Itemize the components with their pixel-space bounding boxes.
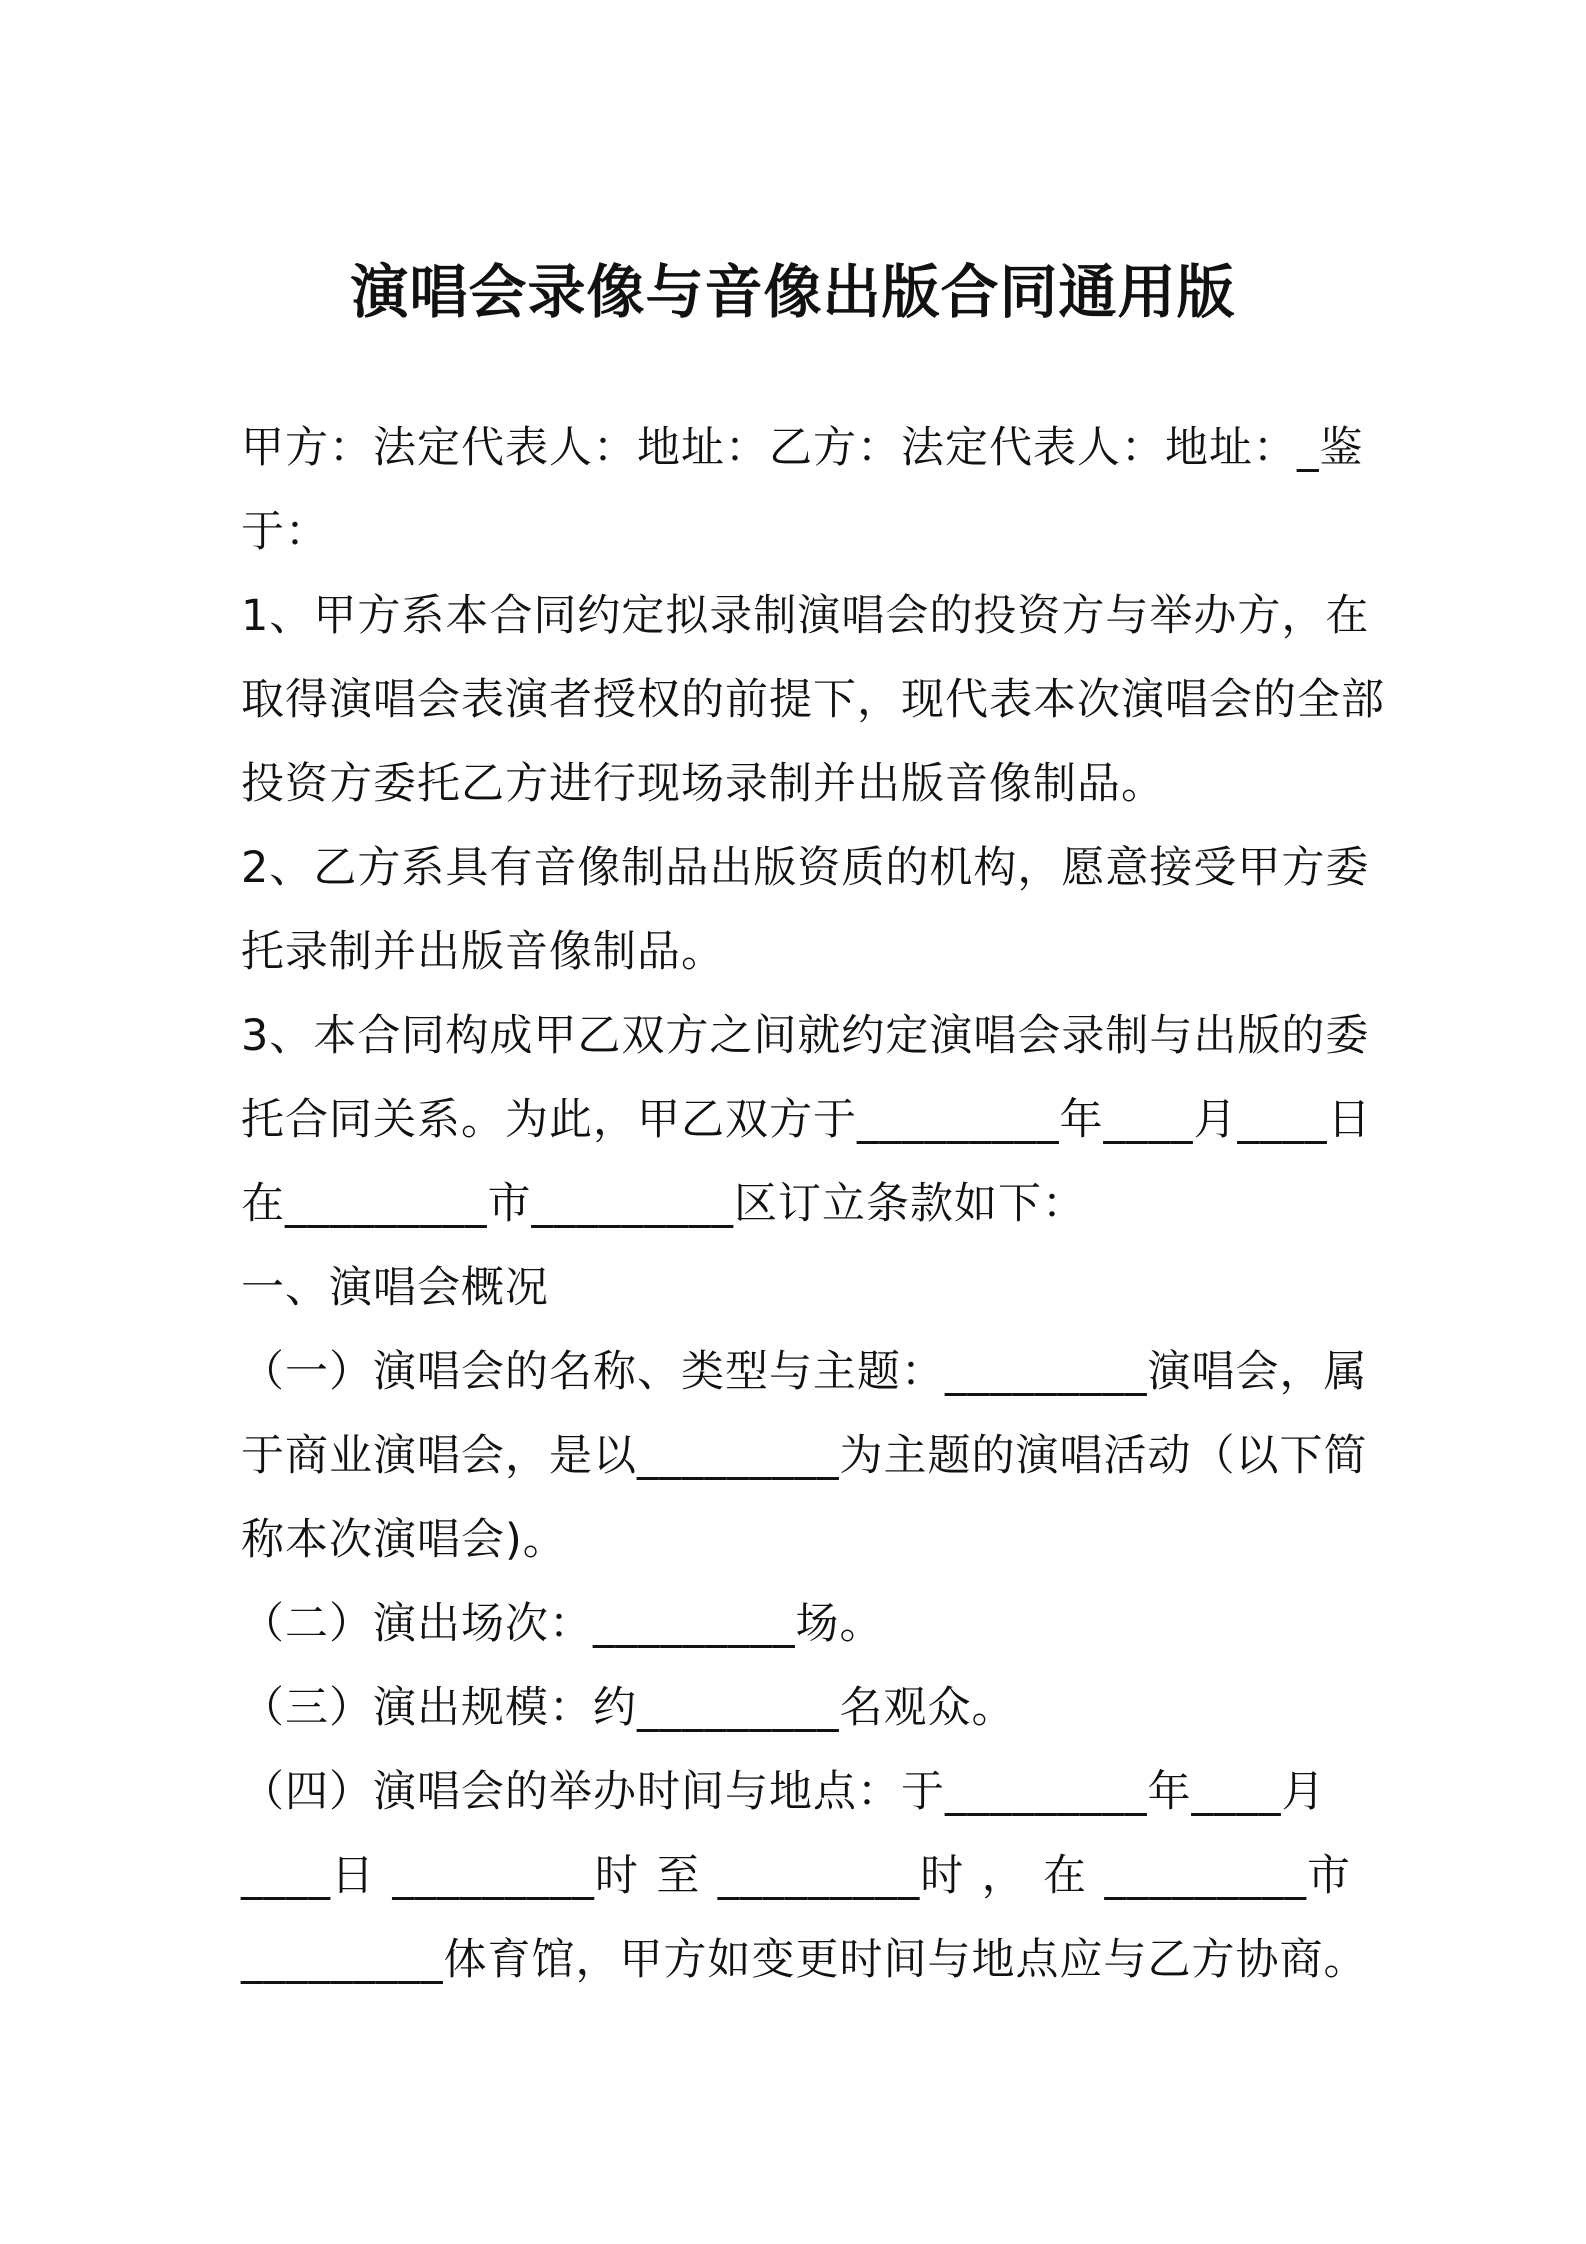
text-fragment: ____日 xyxy=(241,1851,375,1901)
text-line-spread xyxy=(241,1834,1351,1918)
text-line: 于商业演唱会，是以_________为主题的演唱活动（以下简 xyxy=(241,1431,1368,1481)
document-body xyxy=(241,406,1385,2002)
text-line: 3、本合同构成甲乙双方之间就约定演唱会录制与出版的委 xyxy=(241,1011,1370,1061)
text-line: 托合同关系。为此，甲乙双方于_________年____月____日 xyxy=(241,1095,1372,1145)
text-line: 托录制并出版音像制品。 xyxy=(241,927,725,977)
text-line: _________体育馆，甲方如变更时间与地点应与乙方协商。 xyxy=(241,1935,1368,1985)
text-fragment: _________时 xyxy=(392,1851,639,1901)
text-line: 在_________市_________区订立条款如下： xyxy=(241,1179,1086,1229)
text-fragment: ， xyxy=(981,1851,1026,1901)
text-line: （四）演唱会的举办时间与地点：于_________年____月 xyxy=(241,1767,1326,1817)
text-line: 投资方委托乙方进行现场录制并出版音像制品。 xyxy=(241,759,1165,809)
text-line: 于： xyxy=(241,507,329,557)
text-line: 甲方：法定代表人：地址：乙方：法定代表人：地址：_鉴 xyxy=(241,423,1364,473)
text-line: （一）演唱会的名称、类型与主题：_________演唱会，属 xyxy=(241,1347,1368,1397)
text-fragment: 在 xyxy=(1043,1851,1088,1901)
text-line: （三）演出规模：约_________名观众。 xyxy=(241,1683,1016,1733)
text-line: 取得演唱会表演者授权的前提下，现代表本次演唱会的全部 xyxy=(241,675,1385,725)
text-fragment: _________时 xyxy=(717,1851,965,1901)
text-line: （二）演出场次：_________场。 xyxy=(241,1599,884,1649)
text-fragment: 至 xyxy=(656,1851,701,1901)
text-fragment: _________市 xyxy=(1104,1851,1351,1901)
section-heading: 一、演唱会概况 xyxy=(241,1263,549,1313)
document-title: 演唱会录像与音像出版合同通用版 xyxy=(350,258,1236,326)
text-line: 2、乙方系具有音像制品出版资质的机构，愿意接受甲方委 xyxy=(241,843,1370,893)
text-line: 1、甲方系本合同约定拟录制演唱会的投资方与举办方，在 xyxy=(241,591,1370,641)
text-line: 称本次演唱会)。 xyxy=(241,1515,567,1565)
